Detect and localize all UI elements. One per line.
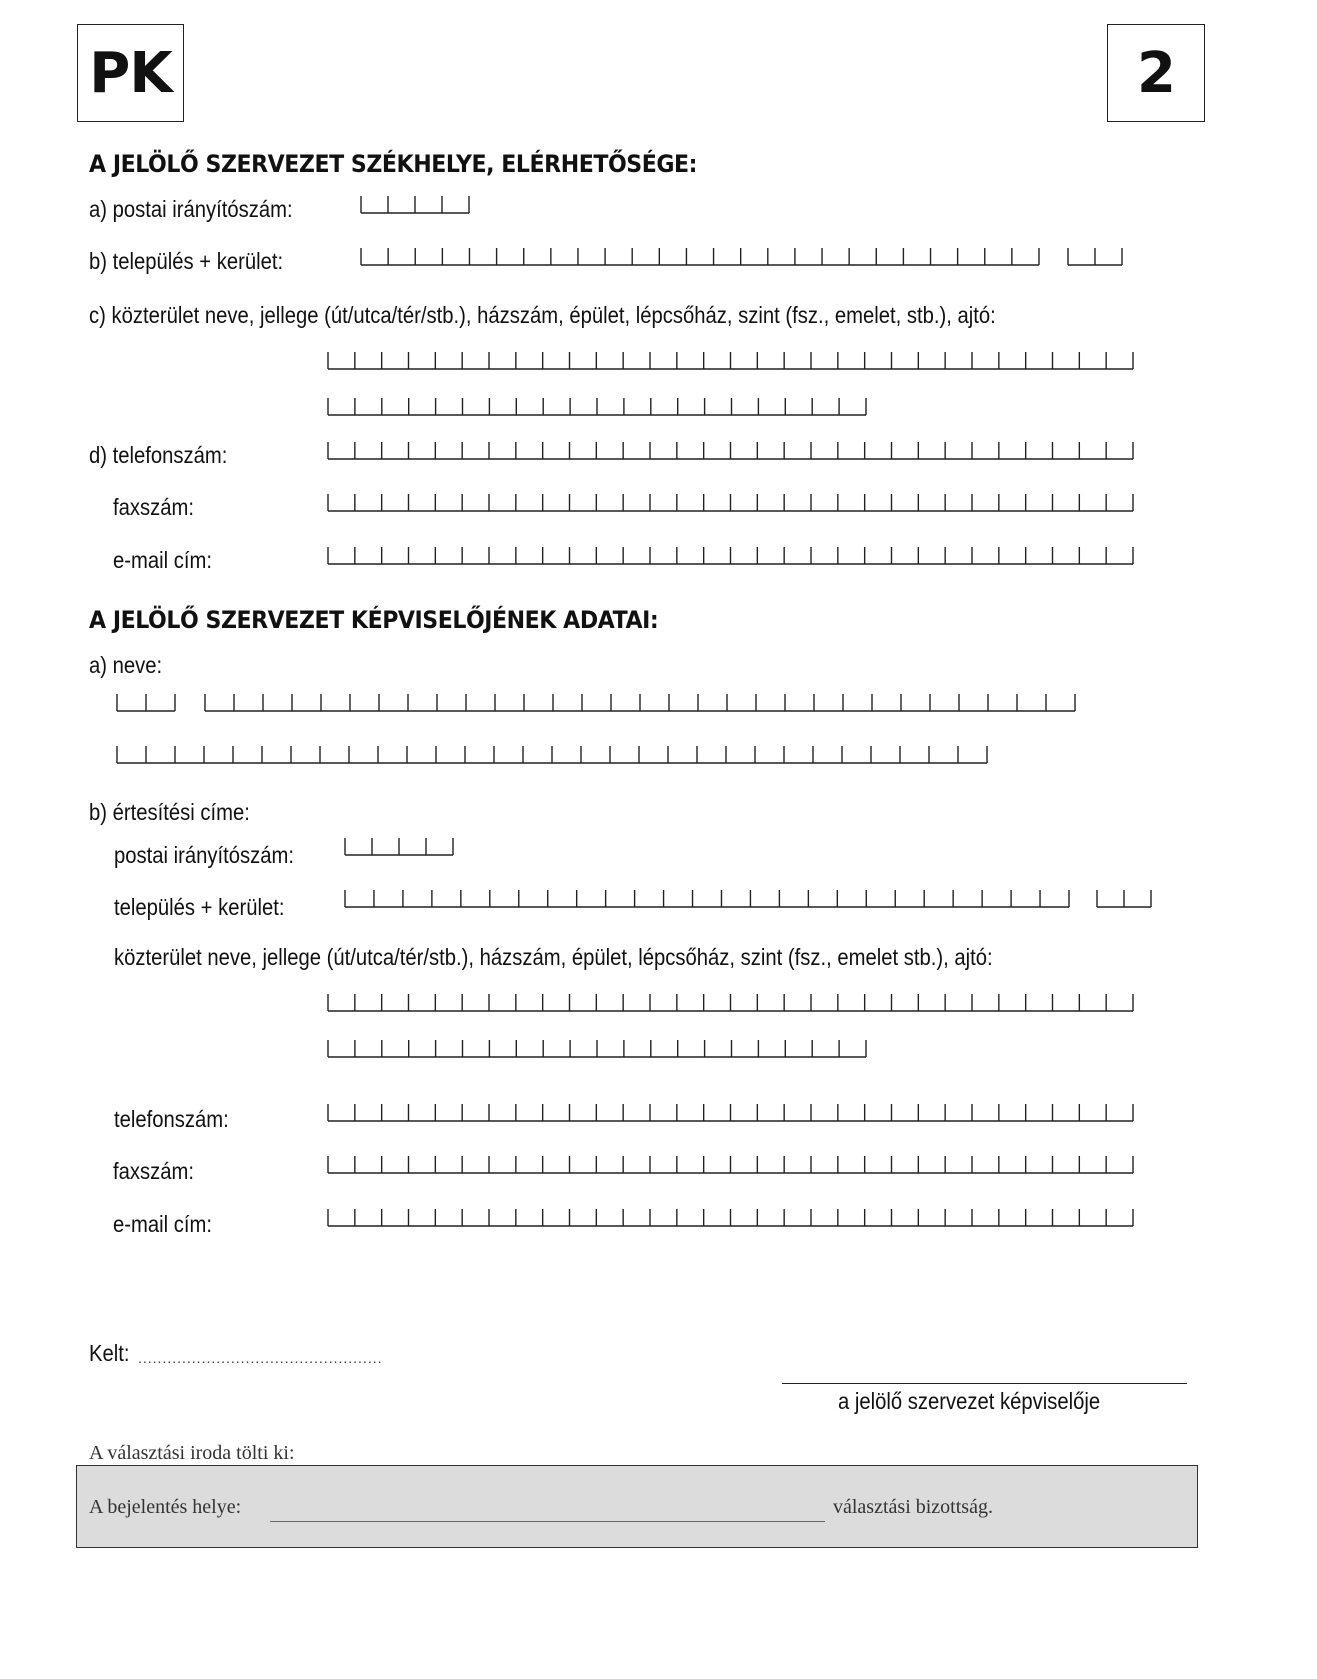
label-fax: faxszám:: [113, 494, 194, 520]
fax-input[interactable]: [327, 494, 1134, 512]
rep-city-input[interactable]: [344, 890, 1070, 908]
form-code-box: [77, 24, 184, 122]
office-note: A választási iroda tölti ki:: [89, 1442, 295, 1464]
signature-caption: a jelölő szervezet képviselője: [838, 1388, 1101, 1414]
label-date: Kelt:: [89, 1340, 130, 1366]
rep-fax-input[interactable]: [327, 1156, 1134, 1174]
email-input[interactable]: [327, 547, 1134, 565]
label-street-address: c) közterület neve, jellege (út/utca/tér/stb.), házszám, épület, lépcsőház, szint (fsz., emelet, stb.), ajtó:: [89, 302, 996, 328]
label-rep-phone: telefonszám:: [114, 1106, 229, 1132]
rep-street-address-input-line-2[interactable]: [327, 1040, 867, 1058]
label-rep-street-address: közterület neve, jellege (út/utca/tér/stb.), házszám, épület, lépcsőház, szint (fsz., emelet stb.), ajtó:: [114, 944, 993, 970]
label-postal-code: a) postai irányítószám:: [89, 196, 293, 222]
rep-phone-input[interactable]: [327, 1104, 1134, 1122]
postal-code-input[interactable]: [360, 196, 470, 214]
district-input[interactable]: [1067, 248, 1123, 266]
rep-district-input[interactable]: [1096, 890, 1152, 908]
page-number-text: 2: [1137, 40, 1175, 106]
street-address-input-line-1[interactable]: [327, 352, 1134, 370]
label-city-district: b) település + kerület:: [89, 248, 284, 274]
office-field-label: A bejelentés helye:: [89, 1496, 242, 1518]
rep-street-address-input-line-1[interactable]: [327, 994, 1134, 1012]
office-box: [76, 1465, 1198, 1548]
office-field-input[interactable]: [270, 1521, 825, 1522]
date-input[interactable]: ..................................................: [138, 1350, 383, 1366]
city-input[interactable]: [360, 248, 1040, 266]
name-input-line-2[interactable]: [116, 746, 988, 764]
label-rep-city-district: település + kerület:: [114, 894, 285, 920]
phone-input[interactable]: [327, 442, 1134, 460]
name-title-input[interactable]: [116, 694, 176, 712]
label-email: e-mail cím:: [113, 547, 212, 573]
rep-postal-code-input[interactable]: [344, 838, 454, 856]
section-title-headquarters: A JELÖLŐ SZERVEZET SZÉKHELYE, ELÉRHETŐSÉGE:: [89, 150, 697, 178]
label-rep-fax: faxszám:: [113, 1158, 194, 1184]
label-rep-postal-code: postai irányítószám:: [114, 842, 294, 868]
page-number-box: [1107, 24, 1205, 122]
name-input-line-1[interactable]: [204, 694, 1076, 712]
form-code-text: PK: [89, 40, 172, 106]
section-title-representative: A JELÖLŐ SZERVEZET KÉPVISELŐJÉNEK ADATAI:: [89, 606, 659, 634]
street-address-input-line-2[interactable]: [327, 398, 867, 416]
office-field-suffix: választási bizottság.: [833, 1496, 993, 1518]
rep-email-input[interactable]: [327, 1209, 1134, 1227]
signature-line[interactable]: [782, 1383, 1187, 1384]
label-rep-email: e-mail cím:: [113, 1211, 212, 1237]
label-notification-address: b) értesítési címe:: [89, 799, 250, 825]
label-representative-name: a) neve:: [89, 652, 163, 678]
label-phone: d) telefonszám:: [89, 442, 228, 468]
